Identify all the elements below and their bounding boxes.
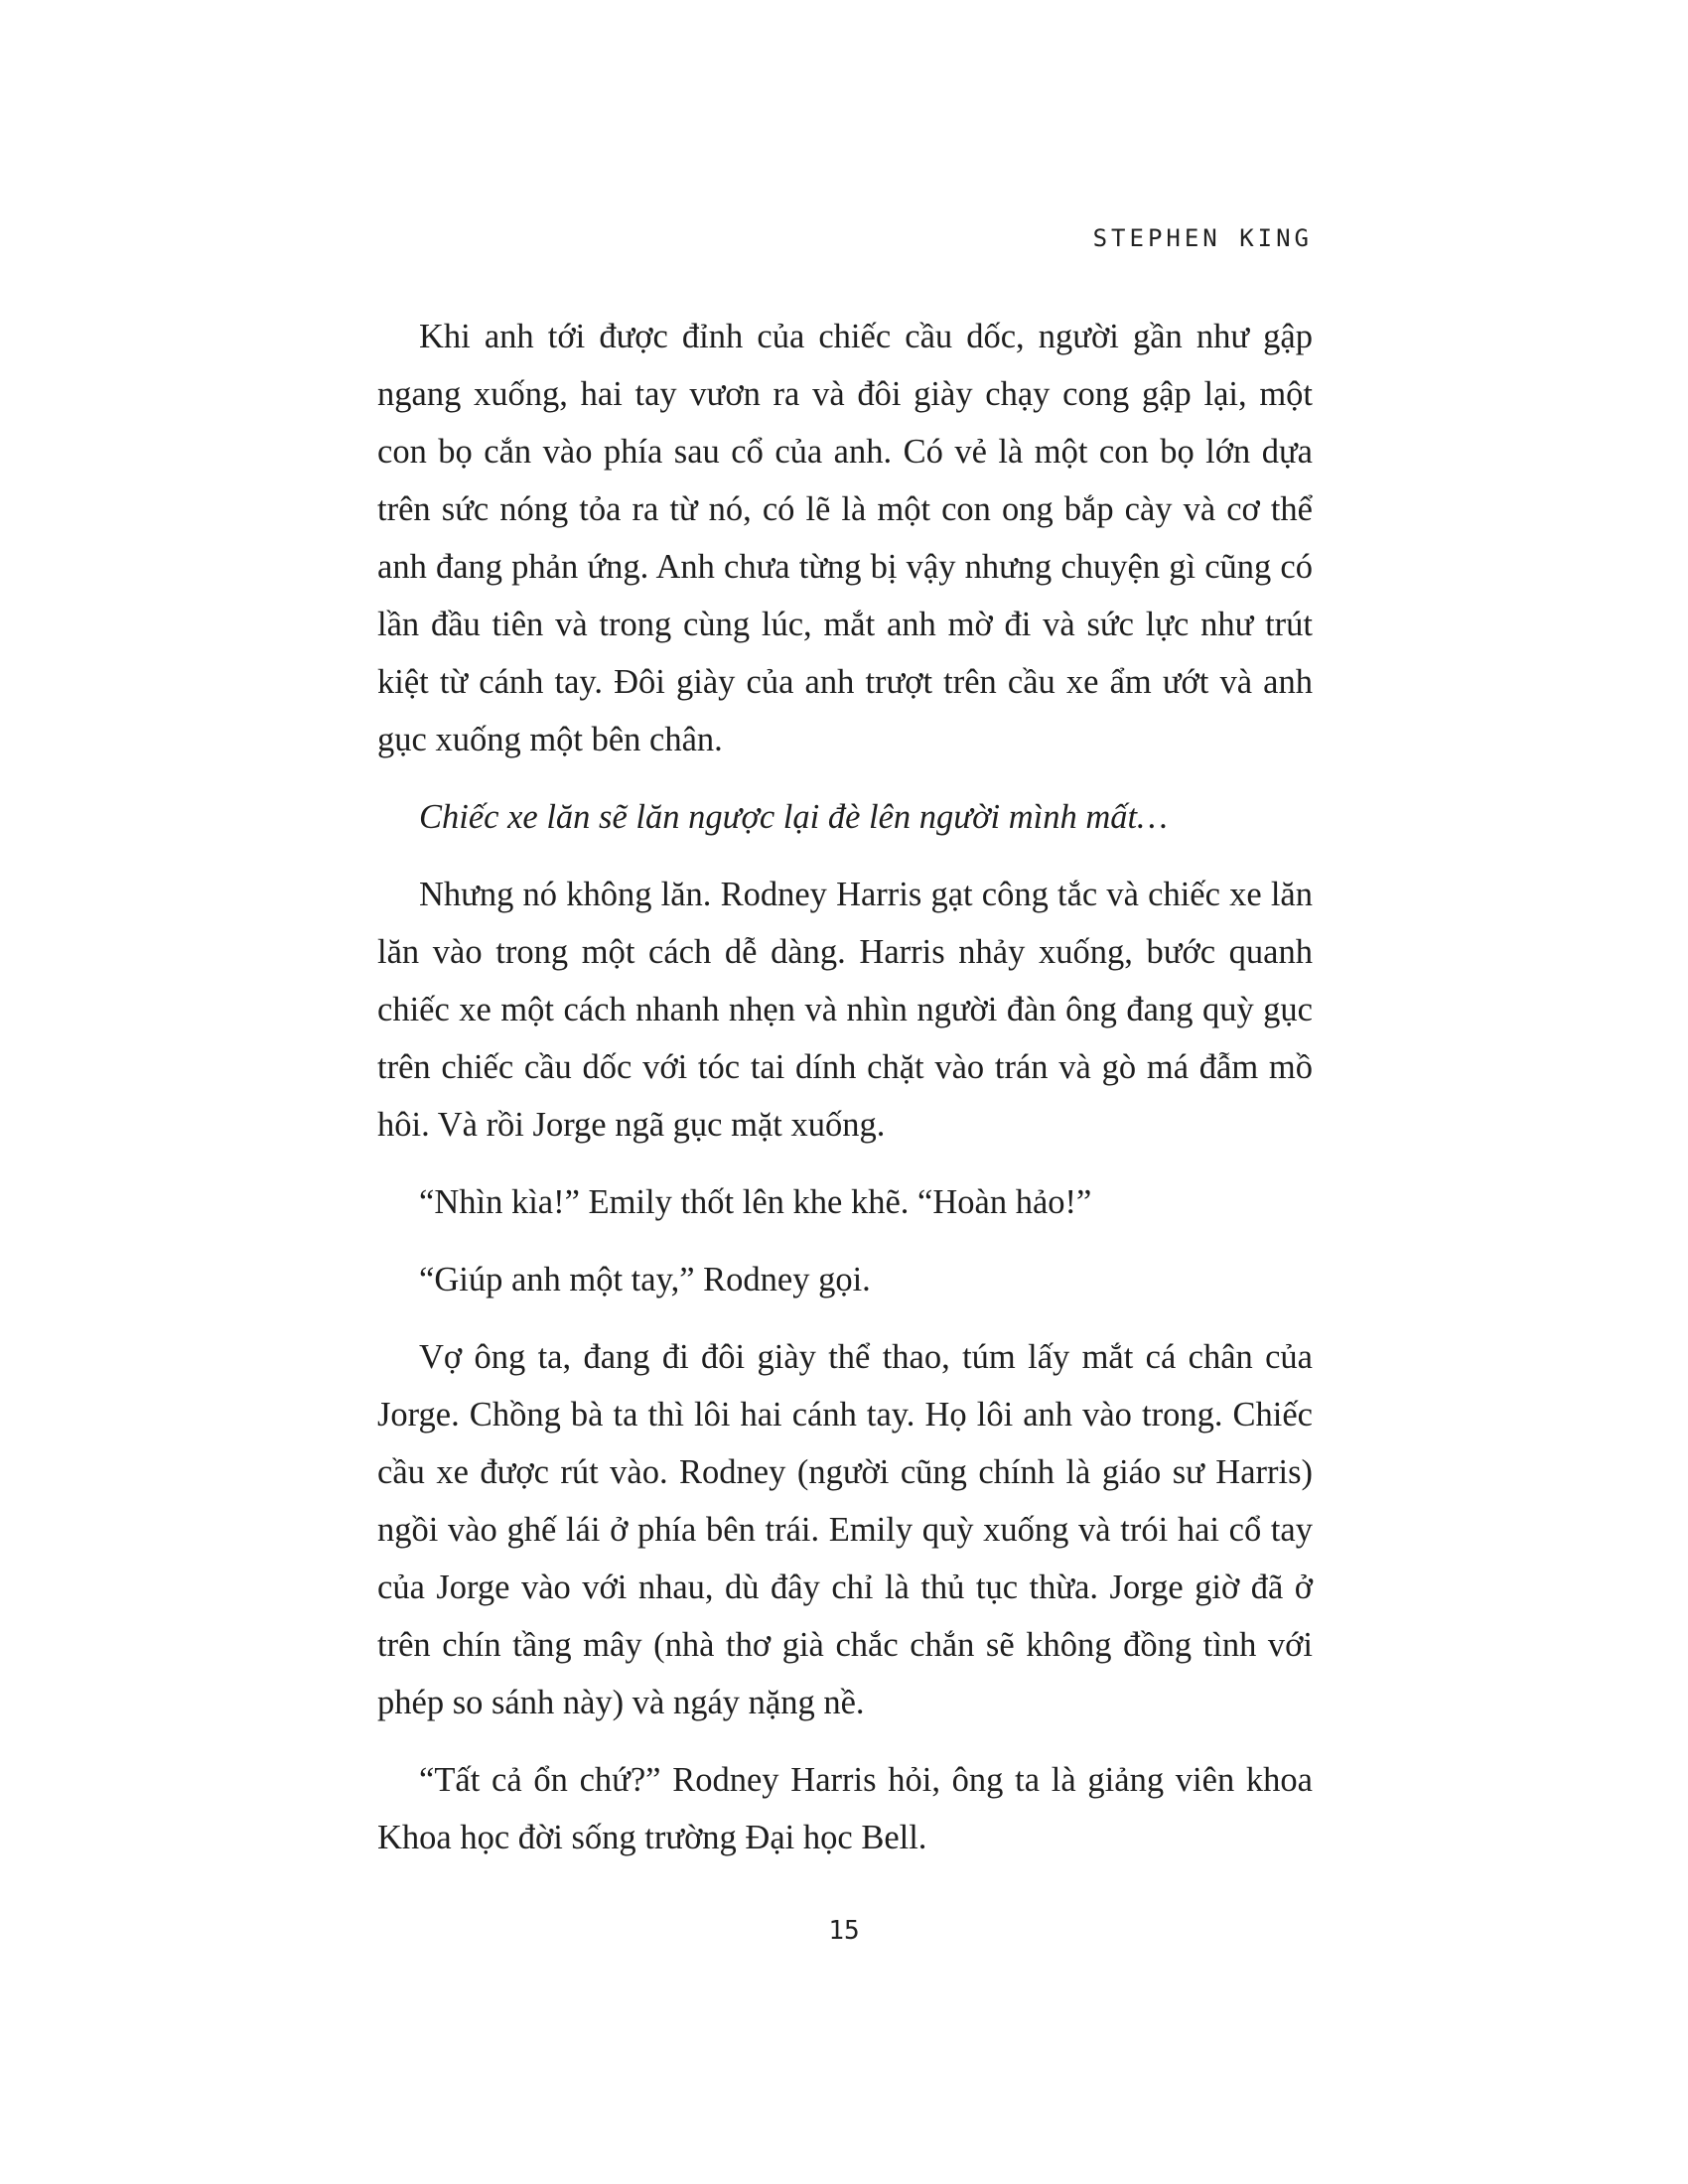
body-text	[377, 308, 1313, 1886]
running-head-author: STEPHEN KING	[1092, 224, 1313, 252]
paragraph-dialogue: “Tất cả ổn chứ?” Rodney Harris hỏi, ông ta là giảng viên khoa Khoa học đời sống trường Đại học Bell.	[377, 1761, 1313, 1856]
paragraph: Khi anh tới được đỉnh của chiếc cầu dốc, người gần như gập ngang xuống, hai tay vươn ra và đôi giày chạy cong gập lại, một con bọ cắn vào phía sau cổ của anh. Có vẻ là một con bọ lớn dựa trên sức nóng tỏa ra từ nó, có lẽ là một con ong bắp cày và cơ thể anh đang phản ứng. Anh chưa từng bị vậy nhưng chuyện gì cũng có lần đầu tiên và trong cùng lúc, mắt anh mờ đi và sức lực như trút kiệt từ cánh tay. Đôi giày của anh trượt trên cầu xe ẩm ướt và anh gục xuống một bên chân.	[377, 318, 1313, 758]
paragraph-dialogue: “Giúp anh một tay,” Rodney gọi.	[419, 1261, 871, 1298]
page-number: 15	[828, 1916, 860, 1946]
paragraph-dialogue: “Nhìn kìa!” Emily thốt lên khe khẽ. “Hoàn hảo!”	[419, 1183, 1092, 1221]
paragraph: Vợ ông ta, đang đi đôi giày thể thao, túm lấy mắt cá chân của Jorge. Chồng bà ta thì lôi hai cánh tay. Họ lôi anh vào trong. Chiếc cầu xe được rút vào. Rodney (người cũng chính là giáo sư Harris) ngồi vào ghế lái ở phía bên trái. Emily quỳ xuống và trói hai cổ tay của Jorge vào với nhau, dù đây chỉ là thủ tục thừa. Jorge giờ đã ở trên chín tầng mây (nhà thơ già chắc chắn sẽ không đồng tình với phép so sánh này) và ngáy nặng nề.	[377, 1338, 1313, 1721]
paragraph: Nhưng nó không lăn. Rodney Harris gạt công tắc và chiếc xe lăn lăn vào trong một cách dễ dàng. Harris nhảy xuống, bước quanh chiếc xe một cách nhanh nhẹn và nhìn người đàn ông đang quỳ gục trên chiếc cầu dốc với tóc tai dính chặt vào trán và gò má đẫm mồ hôi. Và rồi Jorge ngã gục mặt xuống.	[377, 876, 1313, 1144]
paragraph-italic-thought: Chiếc xe lăn sẽ lăn ngược lại đè lên người mình mất…	[419, 798, 1168, 836]
